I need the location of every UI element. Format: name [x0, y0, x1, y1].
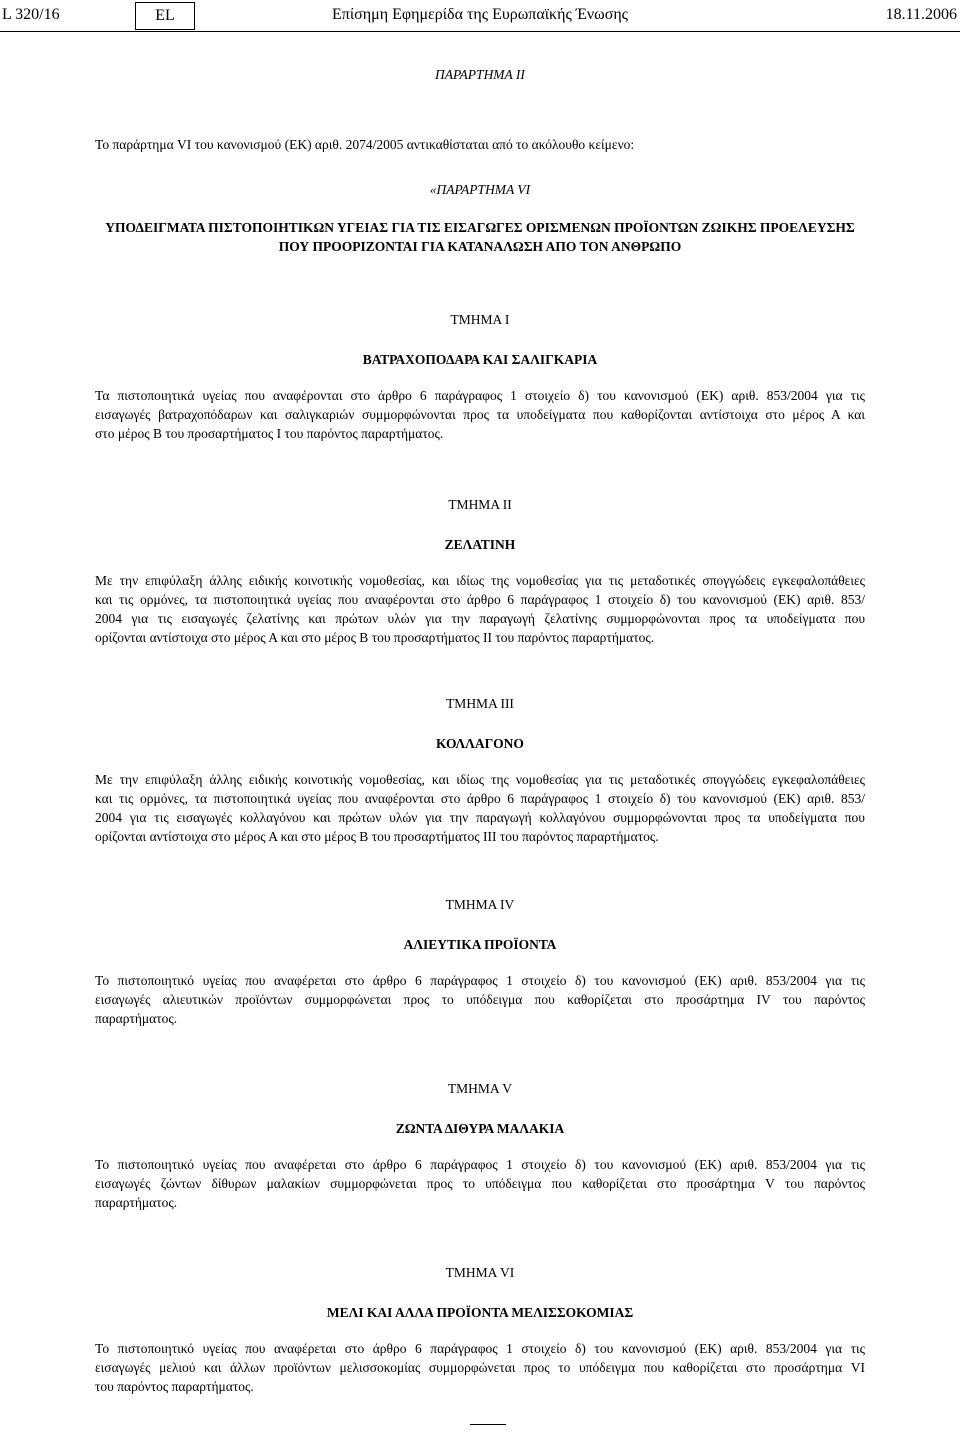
paragraph-line: ορίζονται αντίστοιχα στο μέρος Α και στο μέρος Β του προσαρτήματος II του παρόντος παραρτήματος.: [95, 630, 655, 645]
paragraph-line: Με την επιφύλαξη άλλης ειδικής κοινοτικής νομοθεσίας, και ιδίως της νομοθεσίας για τις μεταδοτικές σπογγώδεις εγκεφαλοπάθειες: [95, 772, 865, 787]
section-number: ΤΜΗΜΑ II: [448, 497, 512, 512]
section-heading: ΖΩΝΤΑ ΔΙΘΥΡΑ ΜΑΛΑΚΙΑ: [395, 1121, 565, 1136]
paragraph-line: Το πιστοποιητικό υγείας που αναφέρεται στο άρθρο 6 παράγραφος 1 στοιχείο δ) του κανονισμού (ΕΚ) αριθ. 853/2004 για τις: [95, 973, 865, 988]
section-number: ΤΜΗΜΑ I: [450, 312, 510, 327]
section-5: [95, 1079, 865, 1212]
replacement-annex-title: «ΠΑΡΑΡΤΗΜΑ VI: [429, 182, 531, 197]
header-rule: [0, 31, 960, 32]
paragraph-line: παραρτήματος.: [95, 1011, 178, 1026]
paragraph-line: και τις ορμόνες, τα πιστοποιητικά υγείας που αναφέρονται στο άρθρο 6 παράγραφος 1 στοιχείο δ) του κανονισμού (ΕΚ) αριθ. 853/: [95, 791, 865, 806]
paragraph-line: Το πιστοποιητικό υγείας που αναφέρεται στο άρθρο 6 παράγραφος 1 στοιχείο δ) του κανονισμού (ΕΚ) αριθ. 853/2004 για τις: [95, 1341, 865, 1356]
section-6: [95, 1263, 865, 1396]
section-number: ΤΜΗΜΑ VI: [445, 1265, 515, 1280]
paragraph-line: στο μέρος Β του προσαρτήματος I του παρόντος παραρτήματος.: [95, 426, 444, 441]
section-heading: ΜΕΛΙ ΚΑΙ ΑΛΛΑ ΠΡΟΪΟΝΤΑ ΜΕΛΙΣΣΟΚΟΜΙΑΣ: [326, 1305, 634, 1320]
paragraph-line: Τα πιστοποιητικά υγείας που αναφέρονται στο άρθρο 6 παράγραφος 1 στοιχείο δ) του κανονισμού (ΕΚ) αριθ. 853/2004 για τις: [95, 388, 865, 403]
section-paragraph: [95, 1339, 865, 1396]
section-paragraph: [95, 386, 865, 443]
section-paragraph: [95, 571, 865, 647]
section-paragraph: [95, 770, 865, 846]
section-paragraph: [95, 971, 865, 1028]
paragraph-line: Με την επιφύλαξη άλλης ειδικής κοινοτικής νομοθεσίας, και ιδίως της νομοθεσίας για τις μεταδοτικές σπογγώδεις εγκεφαλοπάθειες: [95, 573, 865, 588]
paragraph-line: 2004 για τις εισαγωγές ζελατίνης και πρώτων υλών για την παραγωγή ζελατίνης συμμορφώνονται προς τα υποδείγματα που: [95, 611, 865, 626]
paragraph-line: εισαγωγές βατραχοπόδαρων και σαλιγκαριών συμμορφώνονται προς τα υποδείγματα που καθορίζονται αντίστοιχα στο μέρος Α και: [95, 407, 865, 422]
section-number: ΤΜΗΜΑ III: [446, 696, 514, 711]
section-1: [95, 310, 865, 443]
paragraph-line: εισαγωγές μελιού και άλλων προϊόντων μελισσοκομίας συμμορφώνεται προς το υπόδειγμα που καθορίζεται στο προσάρτημα VI: [95, 1360, 865, 1375]
paragraph-line: παραρτήματος.: [95, 1195, 178, 1210]
paragraph-line: 2004 για τις εισαγωγές κολλαγόνου και πρώτων υλών για την παραγωγή κολλαγόνου συμμορφώνονται προς τα υποδείγματα που: [95, 810, 865, 825]
section-heading: ΚΟΛΛΑΓΟΝΟ: [436, 736, 524, 751]
section-heading: ΑΛΙΕΥΤΙΚΑ ΠΡΟΪΟΝΤΑ: [403, 937, 557, 952]
publication-date: 18.11.2006: [885, 6, 957, 23]
paragraph-line: εισαγωγές ζώντων δίθυρων μαλακίων συμμορφώνεται προς το υπόδειγμα που καθορίζεται στο προσάρτημα V του παρόντος: [95, 1176, 865, 1191]
section-paragraph: [95, 1155, 865, 1212]
section-2: [95, 495, 865, 647]
paragraph-line: ορίζονται αντίστοιχα στο μέρος Α και στο μέρος Β του προσαρτήματος III του παρόντος παραρτήματος.: [95, 829, 659, 844]
section-number: ΤΜΗΜΑ IV: [445, 897, 515, 912]
main-heading-line: ΠΟΥ ΠΡΟΟΡΙΖΟΝΤΑΙ ΓΙΑ ΚΑΤΑΝΑΛΩΣΗ ΑΠΟ ΤΟΝ ΑΝΘΡΩΠΟ: [278, 239, 682, 254]
annex-title: ΠΑΡΑΡΤΗΜΑ II: [435, 67, 525, 82]
section-4: [95, 895, 865, 1028]
paragraph-line: εισαγωγές αλιευτικών προϊόντων συμμορφώνεται προς το υπόδειγμα που καθορίζεται στο προσάρτημα IV του παρόντος: [95, 992, 865, 1007]
section-heading: ΒΑΤΡΑΧΟΠΟΔΑΡΑ ΚΑΙ ΣΑΛΙΓΚΑΡΙΑ: [362, 352, 598, 367]
page-ref: L 320/16: [2, 6, 60, 23]
journal-title: Επίσημη Εφημερίδα της Ευρωπαϊκής Ένωσης: [331, 6, 629, 23]
section-heading: ΖΕΛΑΤΙΝΗ: [444, 537, 516, 552]
intro-text: Το παράρτημα VI του κανονισμού (ΕΚ) αριθ. 2074/2005 αντικαθίσταται από το ακόλουθο κείμενο:: [95, 137, 635, 152]
section-3: [95, 694, 865, 846]
section-number: ΤΜΗΜΑ V: [447, 1081, 513, 1096]
paragraph-line: Το πιστοποιητικό υγείας που αναφέρεται στο άρθρο 6 παράγραφος 1 στοιχείο δ) του κανονισμού (ΕΚ) αριθ. 853/2004 για τις: [95, 1157, 865, 1172]
main-heading-line: ΥΠΟΔΕΙΓΜΑΤΑ ΠΙΣΤΟΠΟΙΗΤΙΚΩΝ ΥΓΕΙΑΣ ΓΙΑ ΤΙΣ ΕΙΣΑΓΩΓΕΣ ΟΡΙΣΜΕΝΩΝ ΠΡΟΪΟΝΤΩΝ ΖΩΙΚΗΣ ΠΡΟΕΛΕΥΣΗΣ: [105, 220, 855, 235]
paragraph-line: του παρόντος παραρτήματος.: [95, 1379, 254, 1394]
paragraph-line: και τις ορμόνες, τα πιστοποιητικά υγείας που αναφέρονται στο άρθρο 6 παράγραφος 1 στοιχείο δ) του κανονισμού (ΕΚ) αριθ. 853/: [95, 592, 865, 607]
language-code-box: EL: [135, 2, 195, 30]
end-rule: [470, 1424, 506, 1425]
